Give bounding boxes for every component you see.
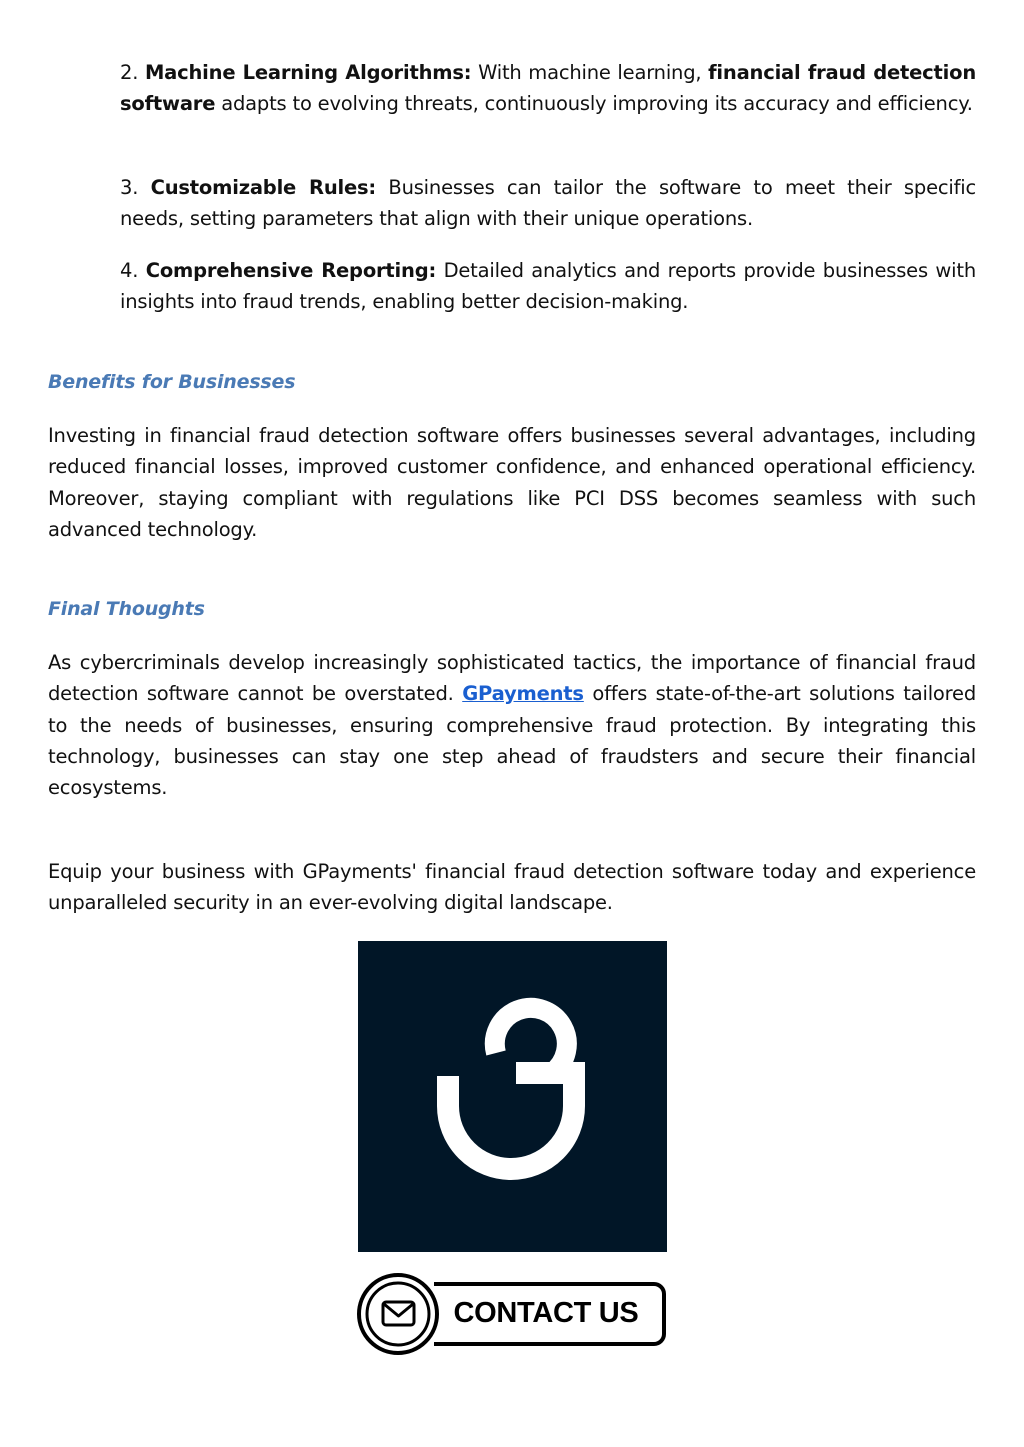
section-heading-final-thoughts: Final Thoughts <box>48 598 205 620</box>
list-number: 4. <box>120 259 139 282</box>
gpayments-link[interactable]: GPayments <box>462 682 584 706</box>
section-heading-benefits: Benefits for Businesses <box>48 371 296 393</box>
paragraph-text: As cybercriminals develop increasingly sophisticated tactics, the importance of financial fraud detection software cannot be overstated. <box>48 651 976 706</box>
gpayments-logo <box>358 941 667 1252</box>
list-item-comprehensive-reporting <box>120 255 976 318</box>
paragraph-text: offers state-of-the-art solutions tailored to the needs of businesses, ensuring comprehensive fraud protection. By integrating this technology, businesses can stay one step ahead of fraudsters and secure their financial ecosystems. <box>48 682 977 800</box>
list-item-title: Machine Learning Algorithms: <box>144 61 472 84</box>
gpayments-logo-icon <box>358 941 667 1252</box>
final-thoughts-paragraph <box>48 647 976 803</box>
list-item-title: Comprehensive Reporting: <box>145 259 437 282</box>
list-number: 2. <box>120 61 139 84</box>
contact-us-button[interactable] <box>356 1271 668 1357</box>
keyword-emphasis: financial fraud detection software <box>120 61 977 116</box>
list-item-text: With machine learning, <box>478 61 702 84</box>
closing-paragraph: Equip your business with GPayments' financial fraud detection software today and experience unparalleled security in an ever-evolving digital landscape. <box>48 860 976 915</box>
list-number: 3. <box>120 176 139 199</box>
list-item-text: adapts to evolving threats, continuously improving its accuracy and efficiency. <box>221 92 973 116</box>
benefits-paragraph: Investing in financial fraud detection software offers businesses several advantages, including reduced financial losses, improved customer confidence, and enhanced operational efficiency. Moreover, staying compliant with regulations like PCI DSS becomes seamless with such advanced technology. <box>48 424 976 541</box>
list-item-machine-learning <box>120 57 976 120</box>
list-item-text: Businesses can tailor the software to meet their specific needs, setting parameters that align with their unique operations. <box>120 176 977 231</box>
list-item-title: Customizable Rules: <box>150 176 377 199</box>
contact-us-label: CONTACT US <box>453 1297 639 1329</box>
list-item-customizable-rules <box>120 172 976 235</box>
list-item-text: Detailed analytics and reports provide businesses with insights into fraud trends, enabling better decision-making. <box>120 259 976 314</box>
